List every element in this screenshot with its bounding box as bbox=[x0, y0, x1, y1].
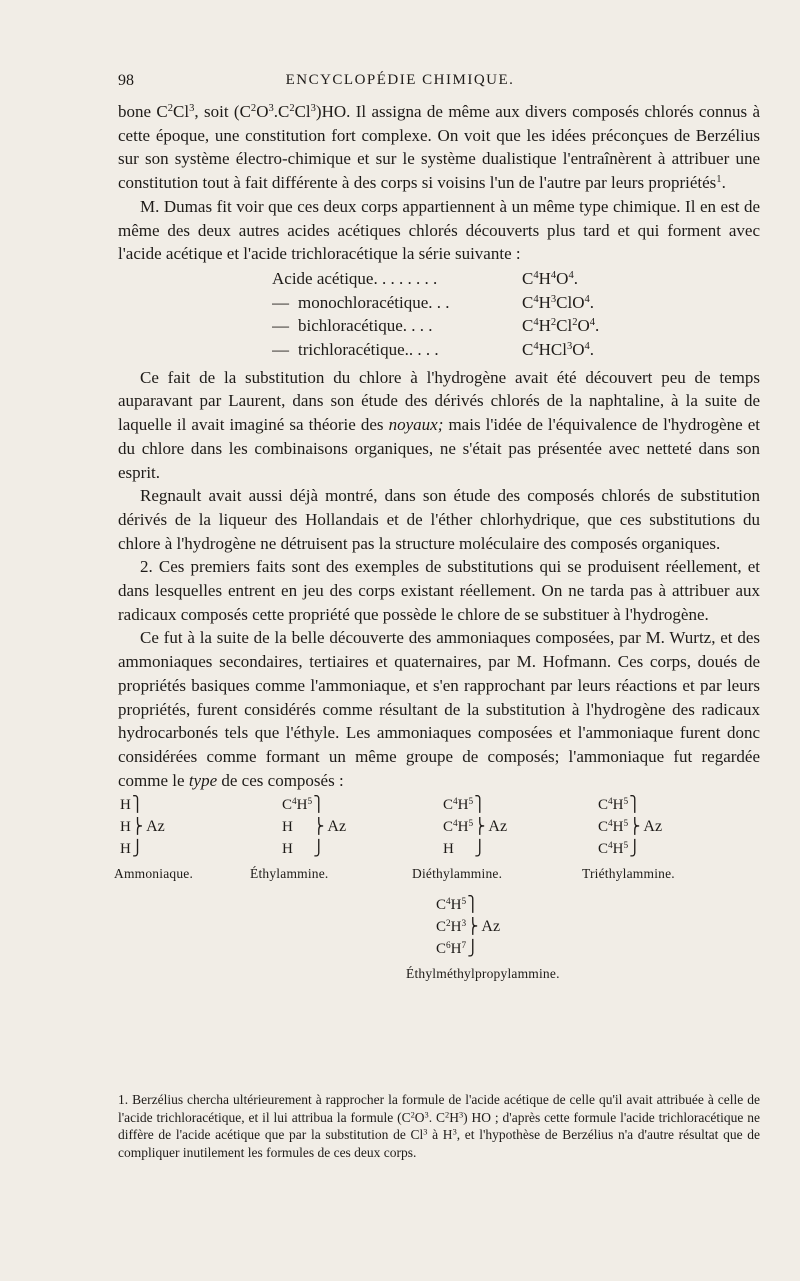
amine-label: Ammoniaque. bbox=[114, 866, 194, 882]
acid-name: — trichloracétique.. . . . bbox=[272, 340, 439, 360]
footnote: 1. Berzélius chercha ultérieurement à rapprocher la formule de l'acide acétique de celle qu'il avait attribuée à celle de l'acide trichloracétique, et il lui attribua la formule ($C^2O^3$. $C^2H^3$) HO ; d'après cette formule l'acide trichloracétique ne diffère de l'acide acétique que par la substitution de Cl$^3$ à $H^3$, et l'hypothèse de Berzélius n'a d'autre résultat que de compliquer inutilement les formules de ces deux corps. bbox=[118, 1092, 760, 1160]
acetic-acid-series bbox=[272, 267, 760, 362]
nitrogen-symbol: Az bbox=[481, 918, 501, 936]
nitrogen-symbol: Az bbox=[146, 818, 165, 836]
nitrogen-symbol: Az bbox=[488, 818, 508, 836]
paragraph-berzelius-formula: bone $C^2Cl^3$, soit $(C^2O^3.C^2Cl^3)HO$. Il assigna de même aux divers composés chlorés connus à cette époque, une constitution fort complexe. On voit que les idées préconçues de Berzélius sur son système électro-chimique et sur le système dualistique l'entraînèrent à attribuer une constitution tout à fait différente à des corps si voisins l'un de l'autre par leurs propriétés$^1$. bbox=[118, 102, 761, 193]
amine-formula: $C^4H^5$ $C^4H^5$ H ⎫ ⎬ ⎭ Az bbox=[443, 797, 508, 858]
amine-label: Diéthylammine. bbox=[412, 866, 503, 882]
acid-name: — bichloracétique. . . . bbox=[272, 316, 433, 336]
nitrogen-symbol: Az bbox=[643, 818, 663, 836]
paragraph-regnault: Regnault avait aussi déjà montré, dans son étude des composés chlorés de substitution dérivés de la liqueur des Hollandais et de l'éther chlorhydrique, que ces substitutions du chlore à l'hydrogène ne détruisent pas la structure moléculaire des composés organiques. bbox=[118, 486, 760, 553]
acid-row bbox=[272, 314, 760, 338]
acid-name: Acide acétique. . . . . . . . bbox=[272, 268, 438, 288]
nitrogen-symbol: Az bbox=[327, 818, 347, 836]
amine-label: Éthylammine. bbox=[250, 866, 329, 882]
acid-formula: $C^4H^3ClO^4$. bbox=[522, 292, 595, 312]
acid-row bbox=[272, 291, 760, 315]
amine-formula: $C^4H^5$ $C^2H^3$ $C^6H^7$ ⎫ ⎬ ⎭ Az bbox=[436, 897, 501, 958]
acid-formula: $C^4H^4O^4$. bbox=[522, 268, 578, 288]
running-title: ENCYCLOPÉDIE CHIMIQUE. bbox=[285, 72, 515, 88]
page-number: 98 bbox=[118, 72, 134, 89]
acid-name: — monochloracétique. . . bbox=[272, 292, 450, 312]
footnote-ref: 1 bbox=[716, 174, 722, 186]
amine-formula: $C^4H^5$ $C^4H^5$ $C^4H^5$ ⎫ ⎬ ⎭ Az bbox=[598, 797, 663, 858]
amine-formula: H H H ⎫ ⎬ ⎭ Az bbox=[120, 797, 165, 858]
acid-formula: $C^4H^2Cl^2O^4$. bbox=[522, 316, 600, 336]
acid-formula: $C^4HCl^3O^4$. bbox=[522, 340, 595, 360]
paragraph-laurent: Ce fait de la substitution du chlore à l'hydrogène avait été découvert peu de temps auparavant par Laurent, dans son étude des dérivés chlorés de la naphtaline, à la suite de laquelle il avait imaginé sa théorie des noyaux; mais l'idée de l'équivalence de l'hydrogène et du chlore dans les combinaisons organiques, ne s'était pas présentée avec netteté dans son esprit. bbox=[118, 367, 760, 482]
acid-row bbox=[272, 267, 760, 291]
amine-formula: $C^4H^5$ H H ⎫ ⎬ ⎭ Az bbox=[282, 797, 347, 858]
amine-label: Triéthylammine. bbox=[582, 866, 675, 882]
ammonia-type-formulas bbox=[114, 794, 760, 994]
paragraph-section-2: 2. Ces premiers faits sont des exemples de substitutions qui se produisent réellement, et dans lesquelles entrent en jeu des corps existant réellement. On ne tarda pas à attribuer aux radicaux composés cette propriété que possède le chlore de se substituer à l'hydrogène. bbox=[118, 557, 760, 624]
paragraph-ammonia-type: Ce fut à la suite de la belle découverte des ammoniaques composées, par M. Wurtz, et des ammoniaques secondaires, tertiaires et quaternaires, par M. Hofmann. Ces corps, doués de propriétés basiques comme l'ammoniaque, et s'en rapprochant par leurs réactions et par leurs propriétés, furent considérés comme résultant de la substitution à l'hydrogène des radicaux hydrocarbonés tels que l'éthyle. Les ammoniaques composées et l'ammoniaque furent donc considérées comme formant un même groupe de composés; l'ammoniaque fut regardée comme le type de ces composés : bbox=[118, 628, 760, 790]
page-body bbox=[114, 100, 761, 994]
paragraph-dumas: M. Dumas fit voir que ces deux corps appartiennent à un même type chimique. Il en est de même des deux autres acides acétiques chlorés découverts plus tard et qui forment avec l'acide acétique et l'acide trichloracétique la série suivante : bbox=[118, 196, 760, 264]
amine-label: Éthylméthylpropylammine. bbox=[406, 966, 560, 982]
page-header bbox=[0, 72, 800, 96]
acid-row bbox=[272, 338, 760, 362]
